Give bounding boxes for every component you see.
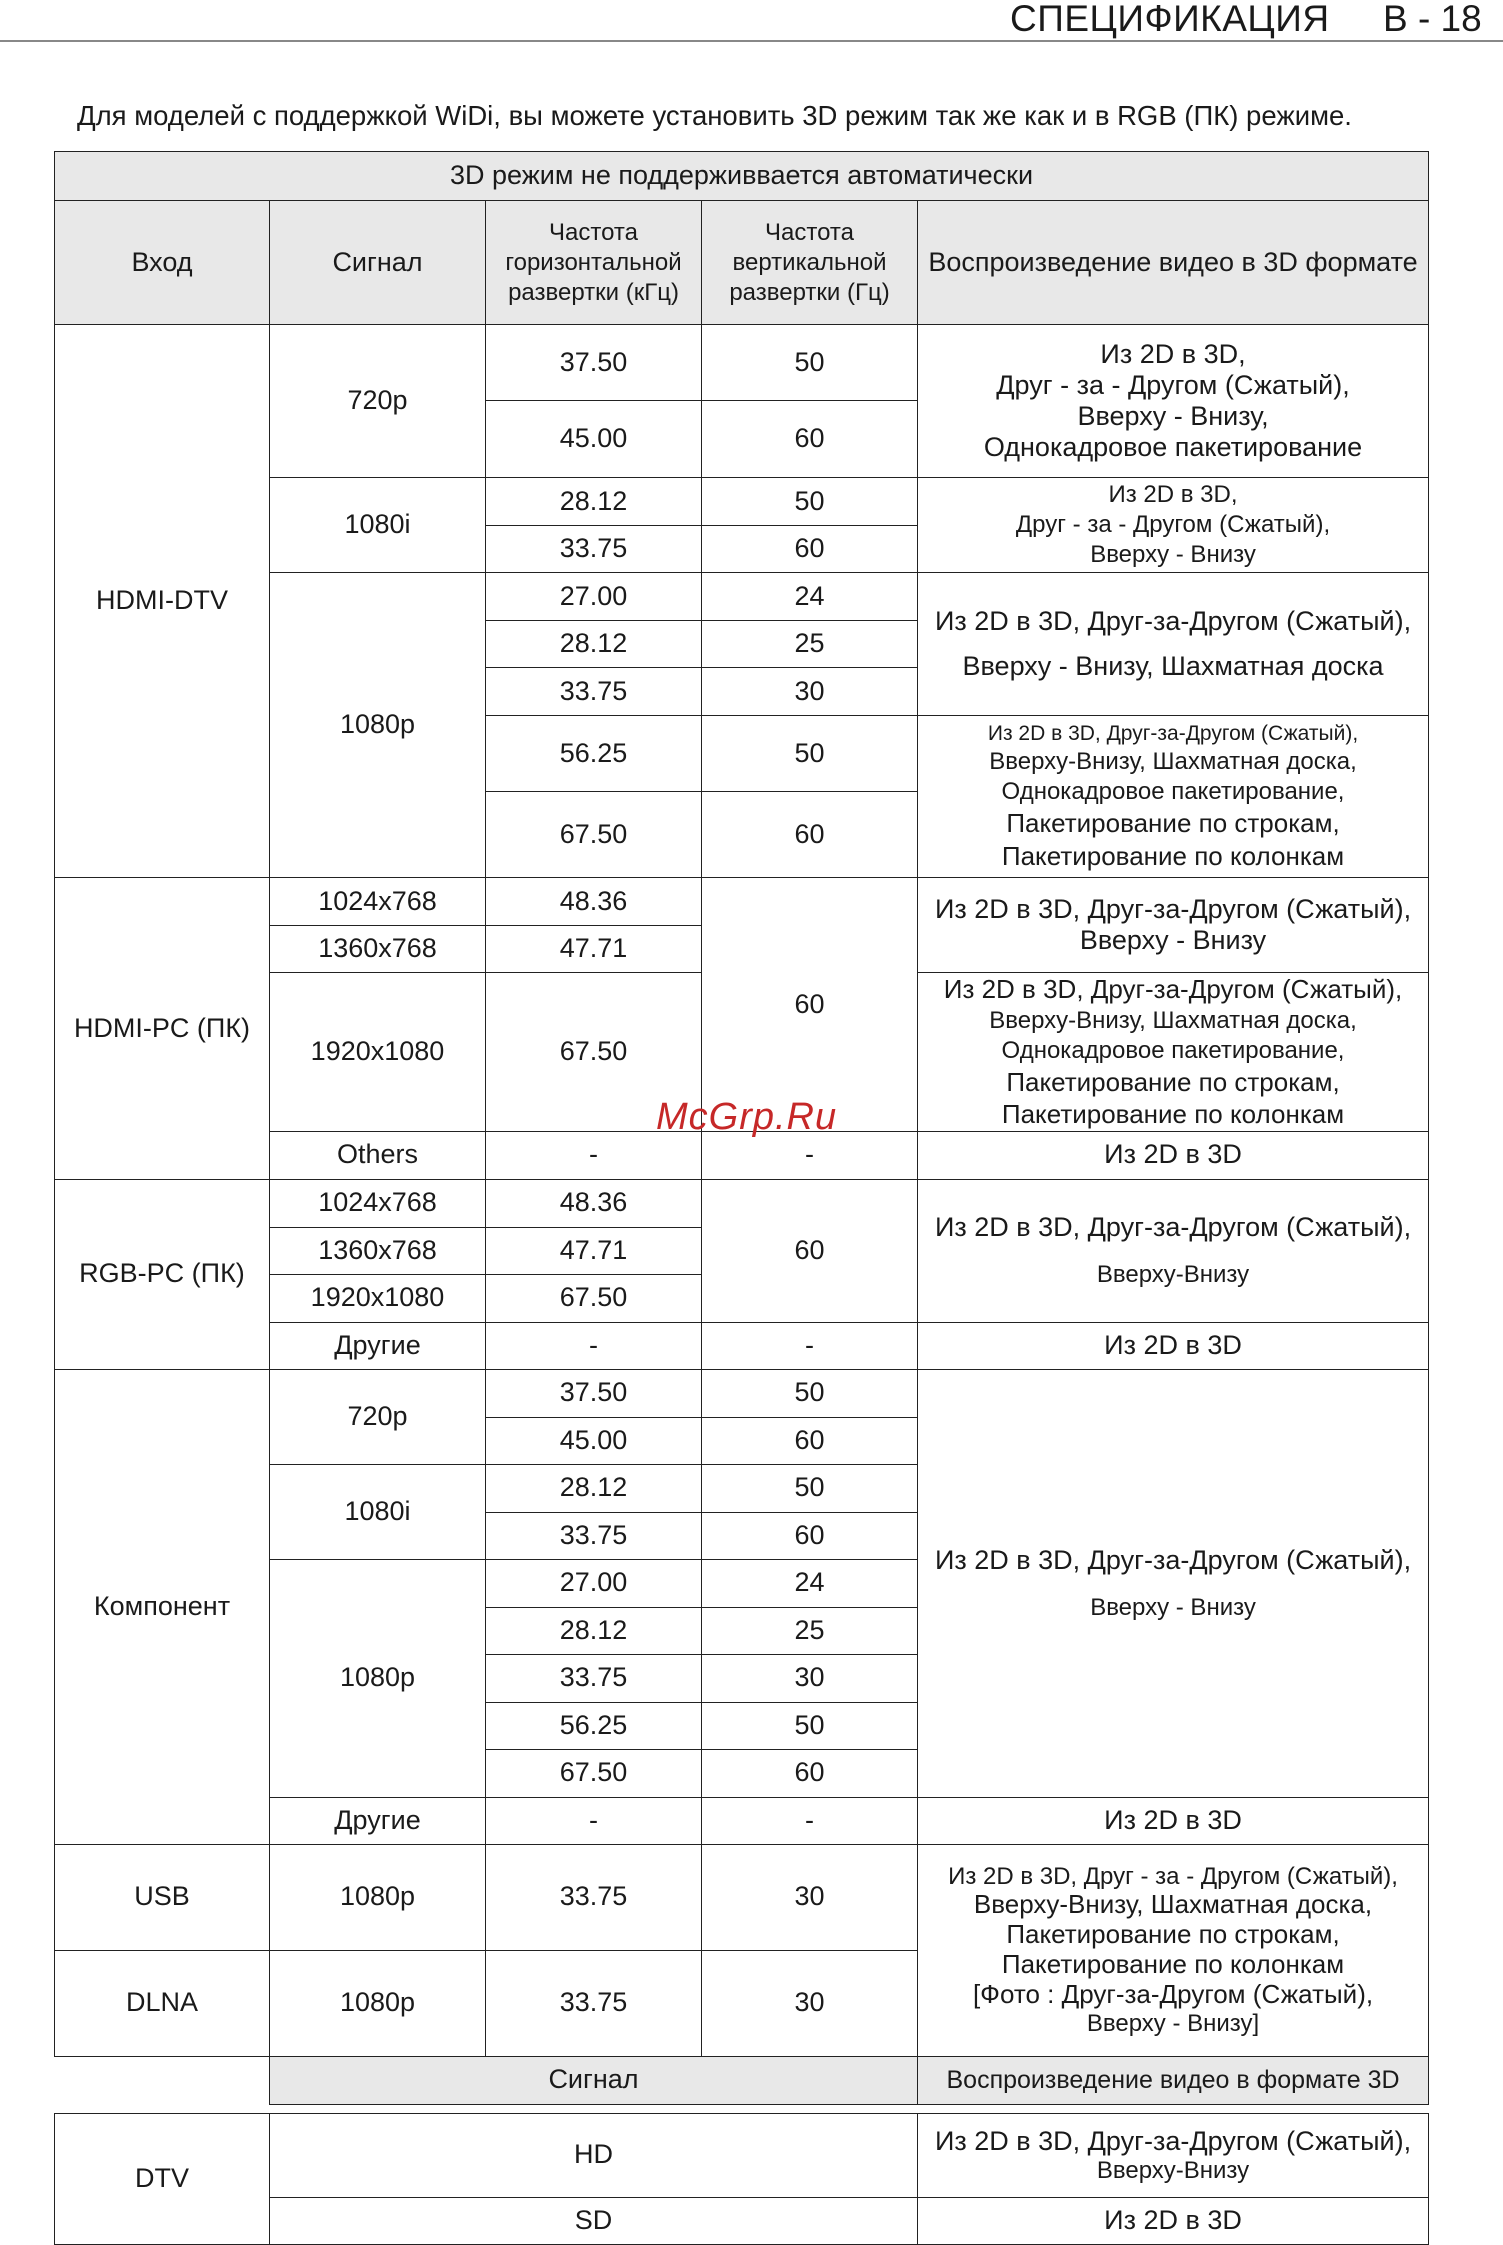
hfreq-cell: - xyxy=(486,1131,702,1179)
hfreq-cell: 28.12 xyxy=(486,621,702,668)
modes-1080p-a: Из 2D в 3D, Друг-за-Другом (Сжатый), Вверху - Внизу, Шахматная доска xyxy=(918,573,1429,716)
vfreq-cell: 30 xyxy=(702,1950,918,2056)
vfreq-cell: - xyxy=(702,1322,918,1369)
vfreq-cell: 50 xyxy=(702,325,918,401)
hfreq-cell: 27.00 xyxy=(486,1559,702,1607)
table-row xyxy=(55,878,1429,926)
hfreq-cell: 33.75 xyxy=(486,1654,702,1702)
signal-cell: 1360x768 xyxy=(270,1227,486,1274)
signal-sd: SD xyxy=(270,2197,918,2244)
signal-cell: 1360x768 xyxy=(270,926,486,973)
hfreq-cell: 47.71 xyxy=(486,1227,702,1274)
blank-cell xyxy=(55,2056,270,2104)
signal-1080p: 1080p xyxy=(270,573,486,878)
modes-rgb-pc: Из 2D в 3D, Друг-за-Другом (Сжатый), Вверху-Внизу xyxy=(918,1179,1429,1322)
modes-hd: Из 2D в 3D, Друг-за-Другом (Сжатый), Вверху-Внизу xyxy=(918,2113,1429,2197)
hfreq-cell: 33.75 xyxy=(486,526,702,573)
vfreq-cell: 60 xyxy=(702,878,918,1132)
hfreq-cell: 33.75 xyxy=(486,668,702,716)
hfreq-cell: 67.50 xyxy=(486,1749,702,1797)
signal-cell: Другие xyxy=(270,1322,486,1369)
vfreq-cell: - xyxy=(702,1797,918,1844)
modes-sd: Из 2D в 3D xyxy=(918,2197,1429,2244)
hfreq-cell: 27.00 xyxy=(486,573,702,621)
table-title-row xyxy=(55,152,1429,201)
vfreq-cell: - xyxy=(702,1131,918,1179)
vfreq-cell: 25 xyxy=(702,1607,918,1654)
table-row xyxy=(55,1179,1429,1227)
spacer-cell xyxy=(55,2104,1429,2113)
modes-usb-dlna: Из 2D в 3D, Друг - за - Другом (Сжатый), Вверху-Внизу, Шахматная доска, Пакетирование по строкам, Пакетирование по колонкам [Фото : Друг-за-Другом (Сжатый), Вверху - Внизу] xyxy=(918,1844,1429,2056)
table-row xyxy=(55,325,1429,401)
vfreq-cell: 50 xyxy=(702,1369,918,1417)
section-title: СПЕЦИФИКАЦИЯ xyxy=(1010,0,1330,39)
vfreq-cell: 60 xyxy=(702,1179,918,1322)
hfreq-cell: 33.75 xyxy=(486,1512,702,1559)
header-hfreq: Частота горизонтальной развертки (кГц) xyxy=(486,201,702,325)
input-hdmi-dtv: HDMI-DTV xyxy=(55,325,270,878)
header-rule xyxy=(0,40,1503,42)
signal-1080i: 1080i xyxy=(270,478,486,573)
header-3d-playback: Воспроизведение видео в 3D формате xyxy=(918,201,1429,325)
vfreq-cell: 60 xyxy=(702,526,918,573)
vfreq-cell: 50 xyxy=(702,1464,918,1512)
hfreq-cell: 28.12 xyxy=(486,1464,702,1512)
modes-cell: Из 2D в 3D xyxy=(918,1797,1429,1844)
vfreq-cell: 60 xyxy=(702,792,918,878)
input-hdmi-pc: HDMI-PC (ПК) xyxy=(55,878,270,1180)
dtv-header-3d-playback: Воспроизведение видео в формате 3D xyxy=(918,2056,1429,2104)
hfreq-cell: 33.75 xyxy=(486,1844,702,1950)
input-dlna: DLNA xyxy=(55,1950,270,2056)
header-signal: Сигнал xyxy=(270,201,486,325)
vfreq-cell: 50 xyxy=(702,1702,918,1749)
vfreq-cell: 30 xyxy=(702,1654,918,1702)
hfreq-cell: 37.50 xyxy=(486,325,702,401)
signal-cell: 1080p xyxy=(270,1950,486,2056)
signal-1080i: 1080i xyxy=(270,1464,486,1559)
hfreq-cell: 67.50 xyxy=(486,792,702,878)
intro-text: Для моделей с поддержкой WiDi, вы можете установить 3D режим так же как и в RGB (ПК) режиме. xyxy=(77,100,1352,131)
vfreq-cell: 25 xyxy=(702,621,918,668)
input-component: Компонент xyxy=(55,1369,270,1844)
vfreq-cell: 60 xyxy=(702,1512,918,1559)
page-number: B - 18 xyxy=(1383,0,1482,39)
table-header-row xyxy=(55,201,1429,325)
modes-cell: Из 2D в 3D xyxy=(918,1322,1429,1369)
signal-cell: 1920x1080 xyxy=(270,1274,486,1322)
hfreq-cell: - xyxy=(486,1797,702,1844)
table-row xyxy=(55,2113,1429,2197)
input-rgb-pc: RGB-PC (ПК) xyxy=(55,1179,270,1369)
table-row xyxy=(55,1844,1429,1950)
3d-spec-table xyxy=(54,151,1429,2245)
vfreq-cell: 60 xyxy=(702,1417,918,1464)
hfreq-cell: 47.71 xyxy=(486,926,702,973)
hfreq-cell: 48.36 xyxy=(486,1179,702,1227)
vfreq-cell: 50 xyxy=(702,716,918,792)
signal-cell: 1080p xyxy=(270,1844,486,1950)
header-vfreq: Частота вертикальной развертки (Гц) xyxy=(702,201,918,325)
hfreq-cell: 56.25 xyxy=(486,1702,702,1749)
hfreq-cell: 28.12 xyxy=(486,478,702,526)
vfreq-cell: 24 xyxy=(702,1559,918,1607)
modes-1080p-b: Из 2D в 3D, Друг-за-Другом (Сжатый), Вверху-Внизу, Шахматная доска, Однокадровое пакетирование, Пакетирование по строкам, Пакетирование по колонкам xyxy=(918,716,1429,878)
dtv-header-signal: Сигнал xyxy=(270,2056,918,2104)
signal-cell: 1024x768 xyxy=(270,878,486,926)
input-usb: USB xyxy=(55,1844,270,1950)
spacer-row xyxy=(55,2104,1429,2113)
vfreq-cell: 24 xyxy=(702,573,918,621)
vfreq-cell: 30 xyxy=(702,1844,918,1950)
hfreq-cell: 48.36 xyxy=(486,878,702,926)
signal-720p: 720p xyxy=(270,325,486,478)
modes-hdmi-pc-a: Из 2D в 3D, Друг-за-Другом (Сжатый), Вверху - Внизу xyxy=(918,878,1429,973)
modes-cell: Из 2D в 3D xyxy=(918,1131,1429,1179)
watermark-text: McGrp.Ru xyxy=(656,1096,838,1138)
vfreq-cell: 60 xyxy=(702,1749,918,1797)
hfreq-cell: 33.75 xyxy=(486,1950,702,2056)
signal-hd: HD xyxy=(270,2113,918,2197)
hfreq-cell: 45.00 xyxy=(486,1417,702,1464)
vfreq-cell: 60 xyxy=(702,401,918,478)
modes-component: Из 2D в 3D, Друг-за-Другом (Сжатый), Вверху - Внизу xyxy=(918,1369,1429,1797)
hfreq-cell: 45.00 xyxy=(486,401,702,478)
signal-cell: 1920x1080 xyxy=(270,973,486,1132)
signal-cell: Другие xyxy=(270,1797,486,1844)
signal-cell: Others xyxy=(270,1131,486,1179)
modes-hdmi-pc-b: Из 2D в 3D, Друг-за-Другом (Сжатый), Вверху-Внизу, Шахматная доска, Однокадровое пакетирование, Пакетирование по строкам, Пакетирование по колонкам xyxy=(918,973,1429,1132)
signal-720p: 720p xyxy=(270,1369,486,1464)
dtv-header-row xyxy=(55,2056,1429,2104)
vfreq-cell: 50 xyxy=(702,478,918,526)
signal-cell: 1024x768 xyxy=(270,1179,486,1227)
hfreq-cell: 56.25 xyxy=(486,716,702,792)
hfreq-cell: - xyxy=(486,1322,702,1369)
table-row xyxy=(55,1369,1429,1417)
hfreq-cell: 67.50 xyxy=(486,973,702,1132)
hfreq-cell: 37.50 xyxy=(486,1369,702,1417)
modes-720p: Из 2D в 3D, Друг - за - Другом (Сжатый), Вверху - Внизу, Однокадровое пакетирование xyxy=(918,325,1429,478)
modes-1080i: Из 2D в 3D, Друг - за - Другом (Сжатый), Вверху - Внизу xyxy=(918,478,1429,573)
input-dtv: DTV xyxy=(55,2113,270,2244)
table-title: 3D режим не поддерживвается автоматически xyxy=(55,152,1429,201)
signal-1080p: 1080p xyxy=(270,1559,486,1797)
vfreq-cell: 30 xyxy=(702,668,918,716)
header-input: Вход xyxy=(55,201,270,325)
hfreq-cell: 67.50 xyxy=(486,1274,702,1322)
hfreq-cell: 28.12 xyxy=(486,1607,702,1654)
